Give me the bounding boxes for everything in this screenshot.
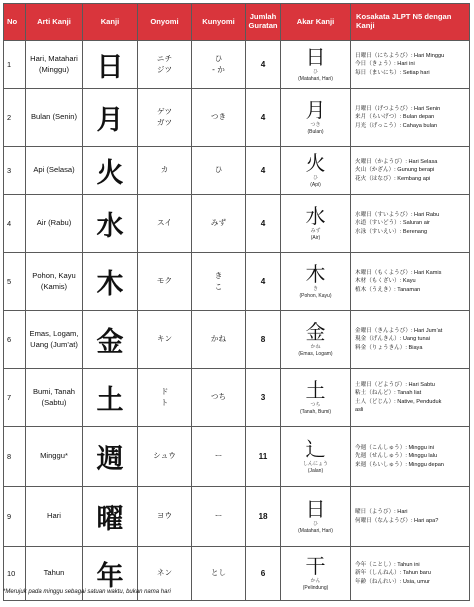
vocab-word: 火山（かざん）	[355, 167, 395, 174]
header-onyomi: Onyomi	[138, 4, 192, 41]
cell-arti: Api (Selasa)	[26, 147, 83, 195]
footnote: *Merujuk pada minggu sebagai satuan waktu, bukan nama hari	[3, 589, 171, 595]
vocab-item	[355, 569, 469, 577]
cell-strokes: 3	[246, 369, 281, 427]
vocab-word: 水道（すいどう）	[355, 220, 400, 227]
cell-kosakata	[351, 311, 470, 369]
cell-kunyomi: ー	[192, 487, 246, 547]
cell-akar	[281, 547, 351, 601]
cell-kanji: 金	[83, 311, 138, 369]
vocab-word: 何曜日（なんようび）	[355, 517, 411, 524]
cell-kanji: 月	[83, 89, 138, 147]
cell-onyomi: カ	[138, 147, 192, 195]
radical-meaning: (Tanah, Bumi)	[299, 408, 332, 415]
vocab-word: 新年（しんねん）	[355, 570, 400, 577]
header-no: No	[4, 4, 26, 41]
vocab-word: 今年（ことし）	[355, 561, 395, 568]
cell-strokes: 4	[246, 89, 281, 147]
cell-akar	[281, 89, 351, 147]
cell-kunyomi: ひ - か	[192, 41, 246, 89]
vocab-word: 粘土（ねんど）	[355, 390, 395, 397]
radical-reading: き	[312, 286, 318, 293]
vocab-item	[355, 228, 469, 236]
table-row	[4, 311, 470, 369]
cell-arti: Bulan (Senin)	[26, 89, 83, 147]
radical-reading: かん	[310, 578, 321, 585]
table-row	[4, 147, 470, 195]
vocab-word: 植木（うえき）	[355, 286, 395, 293]
vocab-item	[355, 578, 469, 586]
vocab-meaning: : Minggu lalu	[405, 453, 438, 460]
vocab-item	[355, 517, 469, 525]
vocab-meaning: : Hari Sabtu	[405, 381, 435, 388]
vocab-meaning: : Native, Penduduk	[394, 398, 442, 405]
vocab-meaning: : Tanaman	[394, 286, 421, 293]
cell-strokes: 6	[246, 547, 281, 601]
table-row	[4, 195, 470, 253]
radical-kanji: 土	[305, 378, 326, 403]
cell-onyomi: ド ト	[138, 369, 192, 427]
cell-kunyomi: みず	[192, 195, 246, 253]
radical-meaning: (Pelindung)	[302, 584, 329, 591]
vocab-item	[355, 69, 469, 77]
vocab-word: 水曜日（すいようび）	[355, 211, 411, 218]
vocab-word: 月光（げっこう）	[355, 122, 400, 129]
cell-akar	[281, 147, 351, 195]
radical-reading: ひ	[312, 69, 318, 76]
cell-arti: Tahun	[26, 547, 83, 601]
cell-strokes: 18	[246, 487, 281, 547]
table-row	[4, 487, 470, 547]
cell-kosakata	[351, 147, 470, 195]
vocab-meaning: : Hari Rabu	[410, 211, 440, 218]
vocab-item	[355, 389, 469, 397]
cell-strokes: 11	[246, 427, 281, 487]
vocab-meaning: asli	[355, 406, 364, 413]
vocab-meaning: : Biaya	[405, 344, 423, 351]
table-row	[4, 427, 470, 487]
header-row	[4, 4, 470, 41]
cell-kanji: 火	[83, 147, 138, 195]
cell-kosakata	[351, 369, 470, 427]
cell-arti: Bumi, Tanah (Sabtu)	[26, 369, 83, 427]
vocab-item	[355, 381, 469, 389]
vocab-item	[355, 60, 469, 68]
header-strokes: Jumlah Guratan	[246, 4, 281, 41]
vocab-meaning: : Berenang	[399, 228, 428, 235]
cell-kosakata	[351, 547, 470, 601]
vocab-meaning: : Minggu depan	[405, 461, 444, 468]
cell-onyomi: ニチ ジツ	[138, 41, 192, 89]
cell-arti: Pohon, Kayu (Kamis)	[26, 253, 83, 311]
vocab-word: 日曜日（にちようび）	[355, 52, 411, 59]
vocab-item	[355, 269, 469, 277]
vocab-item	[355, 211, 469, 219]
cell-strokes: 4	[246, 195, 281, 253]
radical-meaning: (Air)	[310, 234, 321, 241]
cell-no: 9	[4, 487, 26, 547]
cell-kunyomi: き こ	[192, 253, 246, 311]
radical-kanji: 月	[305, 98, 326, 123]
radical-kanji: 日	[305, 45, 326, 70]
cell-arti: Minggu*	[26, 427, 83, 487]
vocab-meaning: : Hari Selasa	[405, 158, 438, 165]
vocab-meaning: : Usia, umur	[399, 578, 430, 585]
cell-kanji: 週	[83, 427, 138, 487]
vocab-word: 来月（らいげつ）	[355, 114, 400, 121]
vocab-item	[355, 277, 469, 285]
cell-no: 1	[4, 41, 26, 89]
cell-kanji: 土	[83, 369, 138, 427]
cell-kosakata	[351, 427, 470, 487]
vocab-word: 現金（げんきん）	[355, 336, 400, 343]
cell-arti: Hari	[26, 487, 83, 547]
vocab-word: 毎日（まいにち）	[355, 69, 400, 76]
cell-onyomi: モク	[138, 253, 192, 311]
vocab-word: 土人（どじん）	[355, 398, 395, 405]
header-kunyomi: Kunyomi	[192, 4, 246, 41]
cell-kosakata	[351, 89, 470, 147]
vocab-meaning: : Hari Senin	[410, 105, 441, 112]
cell-onyomi: ネン	[138, 547, 192, 601]
cell-onyomi: キン	[138, 311, 192, 369]
vocab-word: 金曜日（きんようび）	[355, 327, 411, 334]
radical-meaning: (Emas, Logam)	[298, 350, 333, 357]
cell-akar	[281, 487, 351, 547]
vocab-meaning: : Setiap hari	[399, 69, 430, 76]
cell-arti: Emas, Logam, Uang (Jum’at)	[26, 311, 83, 369]
cell-strokes: 4	[246, 41, 281, 89]
radical-reading: つき	[310, 122, 321, 129]
vocab-item	[355, 219, 469, 227]
vocab-item	[355, 452, 469, 460]
cell-kunyomi: ー	[192, 427, 246, 487]
cell-kunyomi: ひ	[192, 147, 246, 195]
vocab-meaning: : Hari Kamis	[410, 269, 442, 276]
cell-onyomi: ゲツ ガツ	[138, 89, 192, 147]
cell-kosakata	[351, 487, 470, 547]
radical-kanji: 水	[305, 204, 326, 229]
vocab-meaning: : Tahun ini	[394, 561, 420, 568]
vocab-item	[355, 327, 469, 335]
vocab-item	[355, 508, 469, 516]
vocab-meaning: : Minggu ini	[405, 444, 434, 451]
radical-reading: しんにょう	[303, 461, 328, 468]
vocab-word: 水泳（すいえい）	[355, 228, 400, 235]
vocab-meaning: : Kayu	[399, 278, 416, 285]
cell-strokes: 8	[246, 311, 281, 369]
cell-kunyomi: とし	[192, 547, 246, 601]
cell-kanji: 木	[83, 253, 138, 311]
header-arti: Arti Kanji	[26, 4, 83, 41]
radical-reading: みず	[310, 228, 321, 235]
vocab-meaning: : Hari ini	[394, 61, 415, 68]
kanji-table-container	[3, 3, 469, 601]
cell-no: 10	[4, 547, 26, 601]
vocab-meaning: : Kembang api	[394, 175, 431, 182]
vocab-word: 料金（りょうきん）	[355, 344, 406, 351]
vocab-item	[355, 286, 469, 294]
radical-kanji: 干	[305, 554, 326, 579]
vocab-word: 木材（もくざい）	[355, 278, 400, 285]
vocab-item	[355, 158, 469, 166]
cell-kosakata	[351, 195, 470, 253]
vocab-meaning: : Hari Minggu	[410, 52, 445, 59]
vocab-meaning: : Hari Jum’at	[410, 327, 443, 334]
vocab-item	[355, 461, 469, 469]
vocab-word: 火曜日（かようび）	[355, 158, 406, 165]
header-kanji: Kanji	[83, 4, 138, 41]
vocab-meaning: : Bulan depan	[399, 114, 435, 121]
cell-onyomi: スイ	[138, 195, 192, 253]
header-kosakata: Kosakata JLPT N5 dengan Kanji	[351, 4, 470, 41]
cell-onyomi: シュウ	[138, 427, 192, 487]
radical-reading: ひ	[312, 175, 318, 182]
cell-kanji: 日	[83, 41, 138, 89]
cell-akar	[281, 41, 351, 89]
vocab-word: 今日（きょう）	[355, 61, 395, 68]
vocab-meaning: : Hari apa?	[410, 517, 439, 524]
cell-akar	[281, 253, 351, 311]
vocab-item	[355, 561, 469, 569]
vocab-word: 来週（らいしゅう）	[355, 461, 406, 468]
vocab-item	[355, 335, 469, 343]
cell-kunyomi: かね	[192, 311, 246, 369]
vocab-meaning: : Hari	[394, 509, 408, 516]
vocab-meaning: : Tahun baru	[399, 570, 431, 577]
cell-akar	[281, 369, 351, 427]
radical-kanji: 火	[305, 151, 326, 176]
cell-kunyomi: つち	[192, 369, 246, 427]
kanji-table	[3, 3, 470, 601]
vocab-word: 花火（はなび）	[355, 175, 395, 182]
cell-strokes: 4	[246, 253, 281, 311]
vocab-word: 曜日（ようび）	[355, 509, 395, 516]
radical-meaning: (Matahari, Hari)	[298, 75, 333, 82]
vocab-item	[355, 113, 469, 121]
table-row	[4, 41, 470, 89]
radical-reading: つち	[310, 402, 321, 409]
vocab-item	[355, 166, 469, 174]
cell-kunyomi: つき	[192, 89, 246, 147]
radical-reading: ひ	[312, 521, 318, 528]
cell-strokes: 4	[246, 147, 281, 195]
radical-meaning: (Bulan)	[307, 128, 324, 135]
vocab-word: 先週（せんしゅう）	[355, 453, 406, 460]
cell-no: 5	[4, 253, 26, 311]
vocab-item	[355, 122, 469, 130]
vocab-meaning: : Saluran air	[399, 220, 430, 227]
vocab-item	[355, 105, 469, 113]
cell-arti: Air (Rabu)	[26, 195, 83, 253]
vocab-word: 土曜日（どようび）	[355, 381, 406, 388]
cell-kosakata	[351, 41, 470, 89]
cell-onyomi: ヨウ	[138, 487, 192, 547]
radical-reading: かね	[310, 344, 321, 351]
table-row	[4, 253, 470, 311]
radical-kanji: 日	[305, 497, 326, 522]
cell-kosakata	[351, 253, 470, 311]
vocab-item	[355, 444, 469, 452]
radical-meaning: (Jalan)	[307, 467, 324, 474]
header-akar: Akar Kanji	[281, 4, 351, 41]
cell-kanji: 年	[83, 547, 138, 601]
cell-no: 7	[4, 369, 26, 427]
cell-akar	[281, 427, 351, 487]
cell-no: 4	[4, 195, 26, 253]
vocab-word: 月曜日（げつようび）	[355, 105, 411, 112]
vocab-meaning: : Gunung berapi	[394, 167, 435, 174]
vocab-item	[355, 406, 469, 414]
vocab-item	[355, 344, 469, 352]
cell-no: 2	[4, 89, 26, 147]
cell-no: 3	[4, 147, 26, 195]
cell-akar	[281, 311, 351, 369]
vocab-word: 年齢（ねんれい）	[355, 578, 400, 585]
cell-akar	[281, 195, 351, 253]
cell-kanji: 水	[83, 195, 138, 253]
cell-kanji: 曜	[83, 487, 138, 547]
vocab-meaning: : Uang tunai	[399, 336, 430, 343]
radical-kanji: 辶	[305, 437, 326, 462]
cell-no: 8	[4, 427, 26, 487]
vocab-word: 今週（こんしゅう）	[355, 444, 406, 451]
cell-arti: Hari, Matahari (Minggu)	[26, 41, 83, 89]
radical-meaning: (Matahari, Hari)	[298, 527, 333, 534]
vocab-meaning: : Tanah liat	[394, 390, 422, 397]
vocab-item	[355, 398, 469, 406]
radical-meaning: (Pohon, Kayu)	[299, 292, 332, 299]
vocab-word: 木曜日（もくようび）	[355, 269, 411, 276]
cell-no: 6	[4, 311, 26, 369]
table-row	[4, 369, 470, 427]
table-body	[4, 41, 470, 601]
vocab-meaning: : Cahaya bulan	[399, 122, 438, 129]
vocab-item	[355, 175, 469, 183]
vocab-item	[355, 52, 469, 60]
radical-kanji: 木	[305, 262, 326, 287]
table-row	[4, 89, 470, 147]
radical-meaning: (Api)	[310, 181, 321, 188]
radical-kanji: 金	[305, 320, 326, 345]
